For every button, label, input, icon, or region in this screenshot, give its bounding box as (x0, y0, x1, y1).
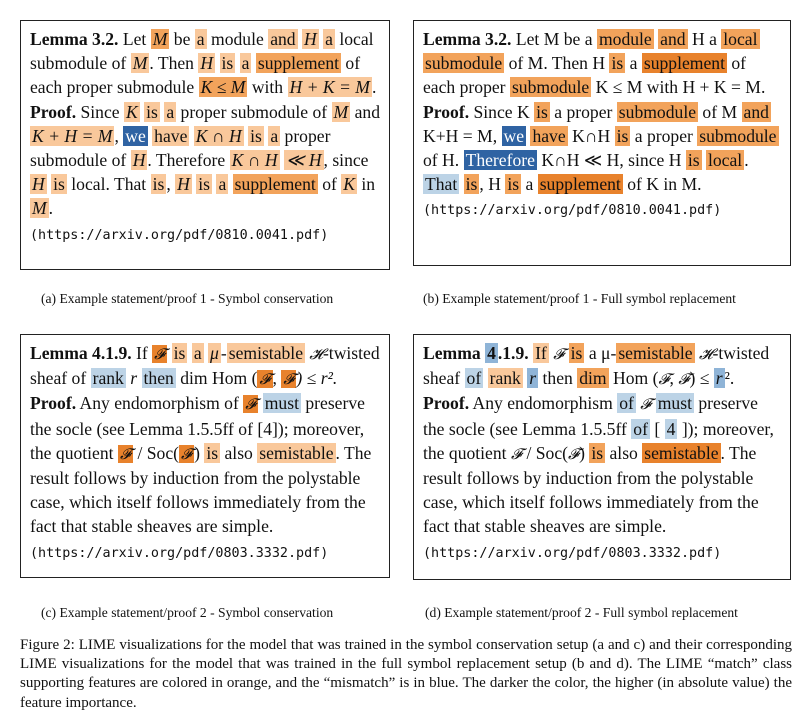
highlighted-token: ≪ H (286, 150, 322, 171)
statement (423, 27, 781, 100)
text-token: of M. Then H (508, 53, 606, 74)
text-token: K∩H ≪ H, since H (541, 150, 682, 171)
text-token: preserve the socle (see Lemma 1.5.5ff of [4]); moreover, the quotient (30, 393, 365, 463)
text-token: , H (479, 174, 501, 195)
proof-text (30, 102, 380, 219)
text-token: . The result follows by induction from the polystable case, which itself follows immediately from the fact that stable sheaves are simple. (423, 442, 759, 537)
highlighted-token: supplement (257, 53, 340, 74)
highlighted-token: must (264, 393, 299, 414)
text-token: / Soc( (137, 442, 179, 463)
statement (30, 341, 380, 391)
lemma-label: Lemma (423, 343, 481, 363)
text-token: , (272, 368, 277, 389)
highlighted-token: 4 (666, 418, 676, 439)
text-token: a (525, 174, 534, 195)
highlighted-token: submodule (511, 77, 590, 98)
text-token: 𝓕 (510, 444, 523, 463)
text-token: , (114, 125, 119, 146)
text-token: local submodule of (30, 29, 374, 74)
text-token: -twisted sheaf of (30, 343, 380, 389)
text-token: a (629, 53, 638, 74)
text-token: Let M be a (515, 29, 593, 49)
text-token: ) (194, 442, 200, 463)
text-token: local. That (71, 174, 147, 195)
text-token: Since K (473, 101, 530, 122)
text-token: a proper (634, 125, 693, 146)
highlighted-token: M (32, 198, 47, 219)
highlighted-token: r (715, 368, 723, 389)
highlighted-token: module (598, 29, 652, 49)
highlighted-token: and (270, 29, 296, 49)
highlighted-token: r (529, 368, 537, 389)
text-token: Hom ( (613, 368, 659, 389)
text-token: dim Hom ( (180, 368, 258, 389)
highlighted-token: semistable (259, 442, 334, 463)
highlighted-token: 4 (487, 343, 496, 363)
highlighted-token: H + K = M (289, 77, 370, 98)
highlighted-token: is (206, 442, 219, 463)
highlighted-token: is (570, 343, 583, 363)
highlighted-token: local (723, 29, 758, 49)
highlighted-token: H (32, 174, 45, 195)
panel-d-box (413, 334, 791, 580)
highlighted-token: and (660, 29, 686, 49)
text-token: Let (122, 29, 147, 49)
highlighted-token: is (591, 442, 604, 463)
text-token: with (251, 77, 284, 98)
highlighted-token: semistable (644, 442, 719, 463)
caption-d: (d) Example statement/proof 2 - Full symbol replacement (425, 605, 738, 620)
text-token: / Soc( (526, 442, 568, 463)
highlighted-token: is (616, 125, 629, 146)
panel-a-box (20, 20, 390, 270)
highlighted-token: is (465, 174, 478, 195)
highlighted-token: submodule (699, 125, 777, 146)
proof-text (423, 102, 779, 195)
text-token: H a (691, 29, 717, 49)
proof-text (423, 393, 774, 536)
caption-a: (a) Example statement/proof 1 - Symbol conservation (41, 291, 334, 306)
highlighted-token: is (146, 101, 158, 122)
text-token: . The result follows by induction from the polystable case, which itself follows immediately from the fact that stable sheaves are simple. (30, 442, 372, 537)
lemma-label: Lemma 3.2. (423, 29, 512, 49)
proof (30, 100, 380, 221)
text-token: , (669, 368, 674, 389)
highlighted-token: of (466, 368, 482, 389)
source-url: (https://arxiv.org/pdf/0803.3332.pdf) (423, 545, 722, 561)
text-token: 𝓕 (658, 370, 670, 389)
proof (423, 391, 781, 538)
lemma-label: Lemma 4.1.9. (30, 343, 132, 363)
statement (423, 341, 781, 391)
highlighted-token: a (241, 53, 250, 74)
highlighted-token: K + H = M (32, 125, 113, 146)
text-token: 𝓕 (640, 395, 652, 414)
text-token: 𝓗 (309, 345, 323, 363)
highlighted-token: a (193, 343, 202, 363)
highlighted-token: 𝓕 (245, 395, 257, 414)
panel-c-box (20, 334, 390, 578)
text-token: , since (323, 150, 369, 171)
text-token: K ≤ M with H + K = M. (595, 77, 766, 98)
highlighted-token: is (173, 343, 186, 363)
text-token: preserve the socle (see Lemma 1.5.5ff (423, 393, 758, 439)
text-token: [ (654, 418, 661, 439)
highlighted-token: submodule (618, 101, 697, 122)
text-token: . Therefore (147, 150, 226, 171)
text-token: then (542, 368, 573, 389)
highlighted-token: 𝓕 (119, 444, 132, 463)
text-token: . (744, 150, 749, 171)
text-token: module (211, 29, 264, 49)
proof-label: Proof. (423, 101, 470, 122)
highlighted-token: semistable (618, 343, 693, 363)
highlighted-token: have (154, 125, 188, 146)
highlighted-token: is (221, 53, 234, 74)
text-token: and (354, 101, 380, 122)
text-token: . (48, 198, 54, 219)
highlighted-token: we (125, 125, 146, 146)
highlighted-token: semistable (228, 343, 304, 363)
text-token: also (224, 442, 253, 463)
source-url: (https://arxiv.org/pdf/0803.3332.pdf) (30, 545, 329, 561)
text-token: of M (702, 101, 738, 122)
text-token: 𝓕 (678, 370, 690, 389)
highlighted-token: of (619, 393, 634, 414)
proof-label: Proof. (30, 101, 77, 122)
text-token: . Then (149, 53, 194, 74)
highlighted-token: 𝓕 (154, 345, 166, 363)
text-token: K+H = M, (423, 125, 498, 146)
highlighted-token: H (200, 53, 214, 74)
text-token: be (173, 29, 191, 49)
proof (423, 100, 781, 197)
highlighted-token: rank (92, 368, 124, 389)
highlighted-token: of (633, 418, 648, 439)
text-token: Any endomorphism of (79, 393, 239, 414)
highlighted-token: local (708, 150, 743, 171)
highlighted-token: If (535, 343, 547, 363)
highlighted-token: M (152, 29, 168, 49)
text-token: 𝓕 (553, 345, 565, 363)
text-token: ) (579, 442, 585, 463)
proof-label: Proof. (30, 393, 77, 414)
highlighted-token: K (126, 101, 138, 122)
text-token: a proper (554, 101, 613, 122)
highlighted-token: a (325, 29, 333, 49)
text-token: If (136, 343, 148, 363)
lemma-number (485, 343, 529, 363)
highlighted-token: is (611, 53, 624, 74)
text-token: Since (80, 101, 120, 122)
panel-b-box (413, 20, 791, 266)
highlighted-token: must (657, 393, 692, 414)
highlighted-token: supplement (643, 53, 725, 74)
text-token: a μ- (588, 343, 617, 363)
highlighted-token: a (270, 125, 279, 146)
highlighted-token: is (507, 174, 520, 195)
highlighted-token: a (166, 101, 175, 122)
highlighted-token: M (333, 101, 349, 122)
text-token: of each proper (423, 53, 747, 98)
highlighted-token: K ∩ H (195, 125, 242, 146)
highlighted-token: submodule (425, 53, 503, 74)
text-token: ². (724, 368, 735, 389)
text-token: 𝓕 (568, 444, 580, 463)
highlighted-token: H (177, 174, 190, 195)
highlighted-token: is (198, 174, 211, 195)
text-token: K∩H (572, 125, 611, 146)
highlighted-token: K ∩ H (231, 150, 278, 171)
highlighted-token: a (196, 29, 205, 49)
text-token: of each proper submodule (30, 53, 361, 98)
proof-text (30, 393, 371, 536)
highlighted-token: is (152, 174, 165, 195)
text-token: of H. (423, 150, 460, 171)
text-token: 𝓗 (699, 345, 713, 363)
text-token: of (322, 174, 337, 195)
text-token: ) ≤ (689, 368, 710, 389)
highlighted-token: Therefore (465, 150, 535, 171)
highlighted-token: is (687, 150, 700, 171)
highlighted-token: H (304, 29, 317, 49)
text-token: proper submodule of (30, 125, 331, 171)
highlighted-token: M (132, 53, 148, 74)
text-token: -twisted sheaf (423, 343, 770, 389)
caption-b: (b) Example statement/proof 1 - Full symbol replacement (423, 291, 736, 306)
highlighted-token: H (132, 150, 146, 171)
highlighted-token: 𝓕 (259, 370, 271, 389)
highlighted-token: rank (489, 368, 521, 389)
highlighted-token: supplement (234, 174, 316, 195)
highlighted-token: we (503, 125, 525, 146)
text-token: of K in M. (627, 174, 702, 195)
text-token: .1.9. (497, 343, 529, 363)
highlighted-token: 𝓕 (283, 370, 295, 389)
text-token: in (361, 174, 376, 195)
highlighted-token: dim (579, 368, 607, 389)
proof (30, 391, 380, 538)
highlighted-token: K ≤ M (200, 77, 246, 98)
text-token: r (130, 368, 138, 389)
text-token: ]); moreover, the quotient (423, 418, 774, 463)
text-token: proper submodule of (180, 101, 328, 122)
highlighted-token: 𝓕 (181, 444, 193, 463)
statement (30, 27, 380, 100)
figure-caption: Figure 2: LIME visualizations for the model that was trained in the symbol conservation setup (a and c) and their corresponding LIME visualizations for the model that was trained in the full symbol replacement setup (b and d). The LIME “match” class supporting features are colored in orange, and the “mismatch” is in blue. The darker the color, the higher (in absolute value) the feature importance. (20, 637, 792, 711)
highlighted-token: then (143, 368, 174, 389)
highlighted-token: is (250, 125, 262, 146)
proof-label: Proof. (423, 393, 470, 414)
highlighted-token: is (536, 101, 548, 122)
highlighted-token: μ (210, 343, 219, 363)
highlighted-token: have (532, 125, 566, 146)
highlighted-token: is (53, 174, 65, 195)
source-url: (https://arxiv.org/pdf/0810.0041.pdf) (423, 203, 722, 219)
text-token: - (220, 343, 227, 363)
text-token: ) ≤ r². (296, 368, 338, 389)
source-url: (https://arxiv.org/pdf/0810.0041.pdf) (30, 227, 329, 243)
text-token: also (609, 442, 638, 463)
highlighted-token: and (743, 101, 769, 122)
text-token: Any endomorphism (472, 393, 613, 414)
highlighted-token: That (425, 174, 458, 195)
text-token: , (166, 174, 171, 195)
text-token: . (371, 77, 377, 98)
lemma-label: Lemma 3.2. (30, 29, 119, 49)
highlighted-token: a (218, 174, 227, 195)
highlighted-token: supplement (539, 174, 621, 195)
highlighted-token: K (343, 174, 356, 195)
caption-c: (c) Example statement/proof 2 - Symbol conservation (41, 605, 334, 620)
